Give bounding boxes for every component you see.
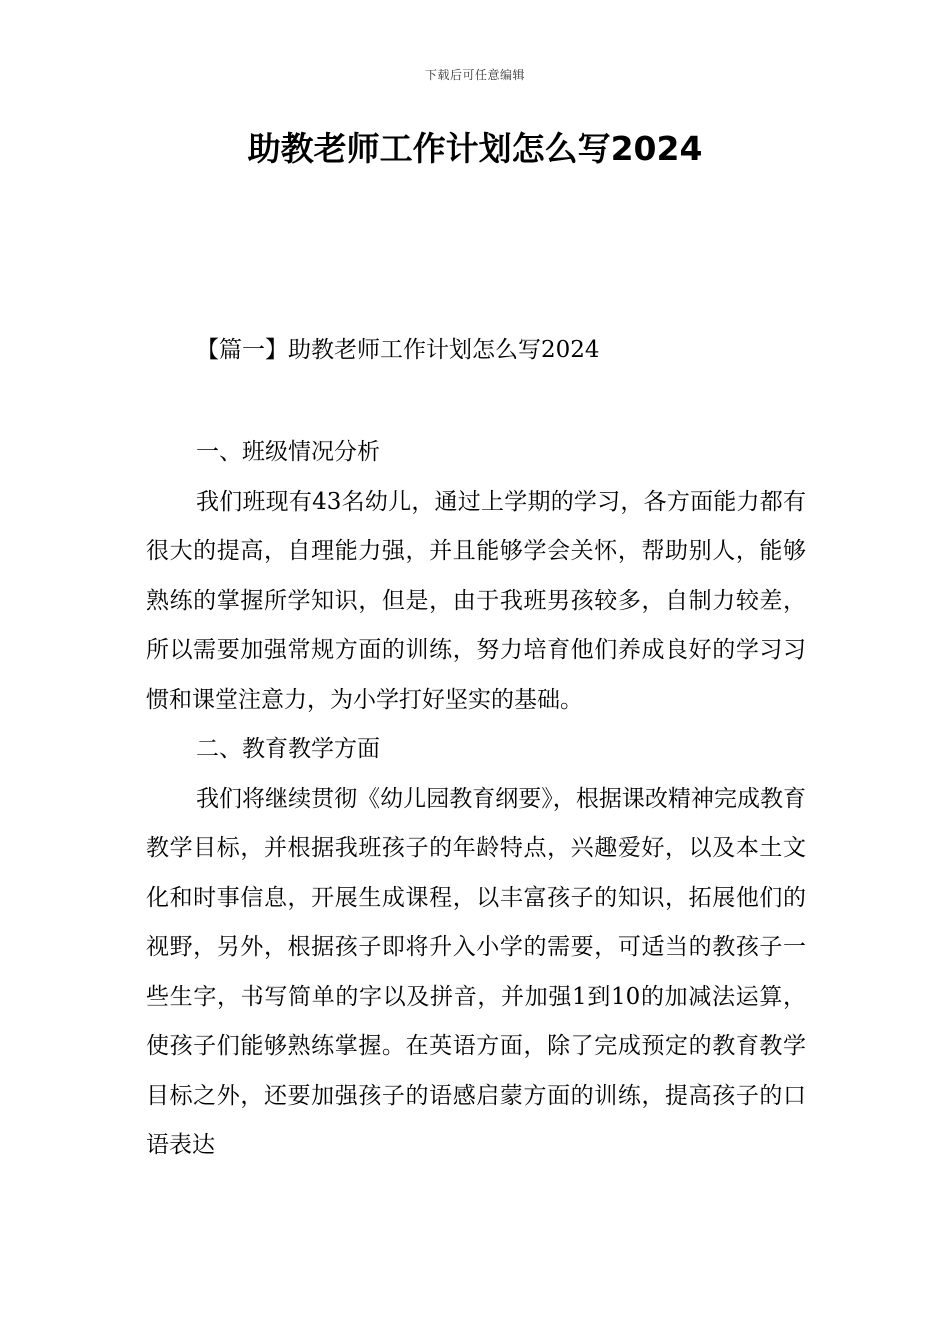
- section-heading: 【篇一】助教老师工作计划怎么写2024: [196, 337, 600, 363]
- paragraph-class-analysis: 我们班现有43名幼儿，通过上学期的学习，各方面能力都有很大的提高，自理能力强，并且能够学会关怀，帮助别人，能够熟练的掌握所学知识，但是，由于我班男孩较多，自制力较差，所以需要加强常规方面的训练，努力培育他们养成良好的学习习惯和课堂注意力，为小学打好坚实的基础。: [146, 488, 806, 713]
- document-body: [146, 428, 806, 1171]
- document-title: 助教老师工作计划怎么写2024: [247, 129, 703, 168]
- header-note: 下载后可任意编辑: [424, 68, 525, 82]
- paragraph-teaching: 我们将继续贯彻《幼儿园教育纲要》，根据课改精神完成教育教学目标，并根据我班孩子的年龄特点，兴趣爱好，以及本土文化和时事信息，开展生成课程，以丰富孩子的知识，拓展他们的视野，另外，根据孩子即将升入小学的需要，可适当的教孩子一些生字，书写简单的字以及拼音，并加强1到10的加减法运算，使孩子们能够熟练掌握。在英语方面，除了完成预定的教育教学目标之外，还要加强孩子的语感启蒙方面的训练，提高孩子的口语表达: [146, 785, 806, 1158]
- subheading-class-analysis: 一、班级情况分析: [196, 439, 380, 465]
- subheading-teaching: 二、教育教学方面: [196, 736, 380, 762]
